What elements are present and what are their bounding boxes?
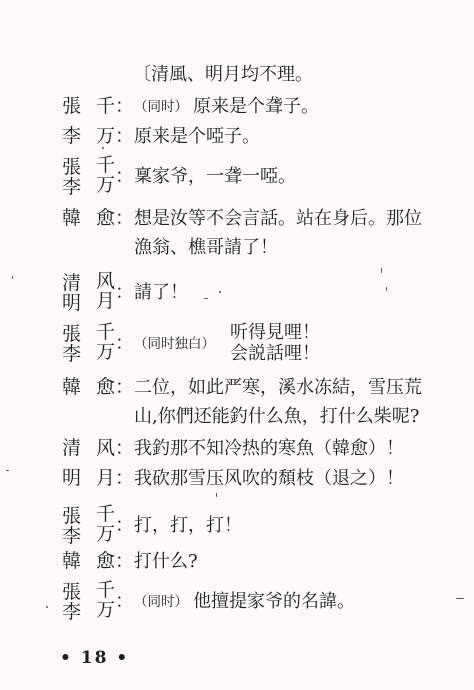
speaker-wan: 万	[96, 599, 116, 621]
colon: ：	[115, 95, 135, 117]
dialogue-line: 我釣那不知冷热的寒魚（韓愈）！	[134, 438, 404, 459]
speaker-han: 韓	[62, 207, 82, 229]
print-speck	[46, 606, 48, 608]
speaker-qian: 千	[96, 579, 116, 601]
speaker-wan: 万	[96, 523, 116, 545]
dialogue-line: 二位，如此严寒，溪水冻結，雪压荒	[134, 377, 422, 398]
dialogue-line: 我砍那雪压风吹的頹枝（退之）！	[134, 468, 404, 489]
dialogue-line: 想是汝等不会言話。站在身后。那位	[134, 208, 422, 229]
dialogue-line: 請了！	[134, 282, 188, 303]
speaker-zhang: 張	[62, 505, 82, 527]
colon: ：	[115, 467, 135, 489]
print-speck	[216, 493, 217, 497]
speaker-yu: 愈	[96, 376, 116, 398]
print-speck	[386, 287, 387, 291]
colon: ：	[115, 332, 135, 354]
colon: ：	[115, 376, 135, 398]
colon: ：	[115, 125, 135, 147]
speaker-feng: 风	[96, 270, 116, 292]
speaker-qian: 千	[96, 321, 116, 343]
speaker-zhang: 張	[62, 323, 82, 345]
speaker-li: 李	[62, 343, 82, 365]
speaker-zhang: 張	[62, 581, 82, 603]
speaker-qian: 千	[96, 154, 116, 176]
speaker-zhang: 張	[62, 95, 82, 117]
speaker-wan: 万	[96, 174, 116, 196]
stage-direction-top: 〔清風、明月均不理。	[133, 64, 313, 85]
speaker-qing: 清	[62, 272, 82, 294]
print-speck	[381, 268, 382, 273]
print-speck	[6, 470, 9, 471]
colon: ：	[115, 207, 135, 229]
speaker-qian: 千	[96, 95, 116, 117]
dialogue-line: 他擅提家爷的名諱。	[193, 591, 355, 612]
print-speck	[12, 276, 13, 279]
speaker-qing: 清	[62, 437, 82, 459]
print-speck	[219, 291, 221, 293]
speaker-han: 韓	[62, 550, 82, 572]
speaker-li: 李	[62, 125, 82, 147]
dialogue-line: 山,你們还能釣什么魚，打什么柴呢?	[134, 406, 420, 427]
speaker-li: 李	[62, 176, 82, 198]
colon: ：	[115, 281, 135, 303]
speaker-wan: 万	[96, 125, 116, 147]
dialogue-line: 会説話哩！	[230, 343, 320, 364]
speaker-zhang: 張	[62, 156, 82, 178]
print-speck	[456, 598, 464, 599]
dialogue-line: 原来是个聋子。	[193, 96, 319, 117]
dialogue-line: 漁翁、樵哥請了！	[134, 237, 278, 258]
speaker-yue: 月	[96, 290, 116, 312]
colon: ：	[115, 165, 135, 187]
speaker-yu: 愈	[96, 550, 116, 572]
speaker-li: 李	[62, 601, 82, 623]
speaker-li: 李	[62, 525, 82, 547]
dialogue-line: 稟家爷，一聋一啞。	[134, 166, 296, 187]
page-number: • 18 •	[60, 648, 130, 668]
colon: ：	[115, 590, 135, 612]
stage-direction: （同时）	[134, 99, 188, 115]
colon: ：	[115, 550, 135, 572]
colon: ：	[115, 437, 135, 459]
dialogue-line: 打什么?	[134, 551, 198, 572]
speaker-yue: 月	[96, 467, 116, 489]
speaker-ming: 明	[62, 467, 82, 489]
dialogue-line: 打，打，打！	[134, 515, 242, 536]
speaker-han: 韓	[62, 376, 82, 398]
colon: ：	[115, 514, 135, 536]
print-speck	[204, 298, 208, 299]
dialogue-line: 听得見哩！	[230, 322, 320, 343]
print-speck	[102, 147, 104, 149]
speaker-qian: 千	[96, 503, 116, 525]
dialogue-line: 原来是个啞子。	[134, 126, 260, 147]
stage-direction: （同时独白）	[134, 336, 215, 352]
stage-direction: （同时）	[134, 594, 188, 610]
speaker-ming: 明	[62, 292, 82, 314]
speaker-wan: 万	[96, 341, 116, 363]
speaker-feng: 风	[96, 437, 116, 459]
speaker-yu: 愈	[96, 207, 116, 229]
